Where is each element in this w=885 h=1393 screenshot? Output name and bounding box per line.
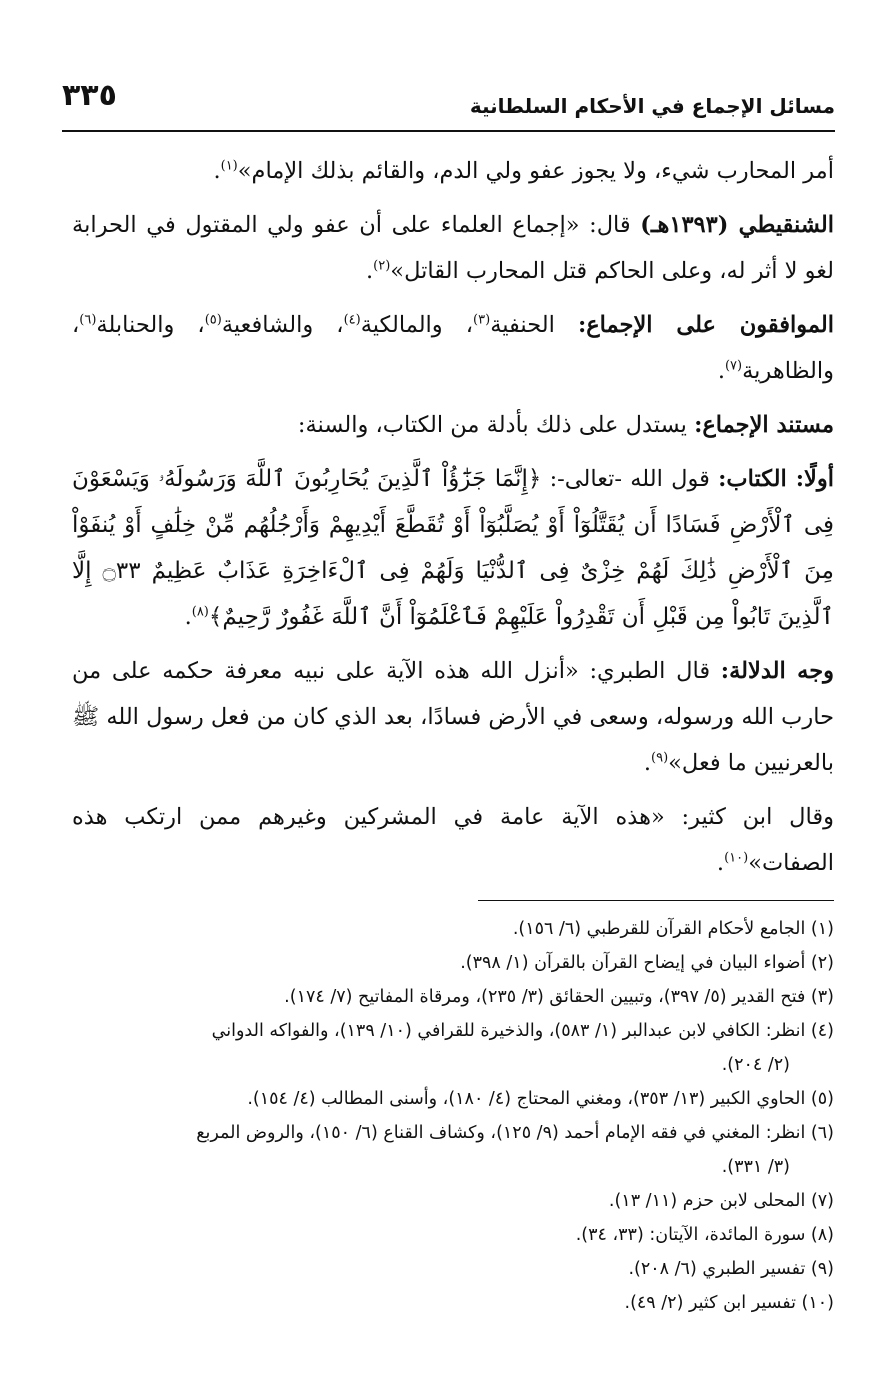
- footnote-ref-4: (٤): [343, 312, 361, 328]
- footnote-ref-10: (١٠): [724, 850, 749, 866]
- paragraph-quran: [72, 456, 834, 640]
- footnote-ref-7: (٧): [724, 358, 743, 374]
- basis-heading: مستند الإجماع:: [694, 412, 834, 438]
- evidence-heading: وجه الدلالة:: [720, 658, 834, 684]
- footnote-ref-6: (٦): [79, 312, 97, 328]
- footnotes: [68, 912, 834, 1320]
- footnote-5: (٥) الحاوي الكبير (١٣/ ٣٥٣)، ومغني المحتاج (٤/ ١٨٠)، وأسنى المطالب (٤/ ١٥٤).: [247, 1089, 834, 1109]
- basis-text: يستدل على ذلك بأدلة من الكتاب، والسنة:: [297, 412, 695, 438]
- school-hanbali: ، والحنابلة: [96, 312, 205, 338]
- paragraph-evidence: [72, 648, 834, 786]
- paragraph-basis: [72, 402, 834, 448]
- footnote-ref-2: (٢): [373, 258, 391, 274]
- school-hanafi: الحنفية: [490, 312, 578, 338]
- footnote-1: (١) الجامع لأحكام القرآن للقرطبي (٦/ ١٥٦).: [512, 919, 834, 939]
- page-header: [62, 78, 835, 132]
- footnote-ref-1: (١): [220, 158, 238, 174]
- footnote-6: (٦) انظر: المغني في فقه الإمام أحمد (٩/ ١٢٥)، وكشاف القناع (٦/ ١٥٠)، والروض المربع: [196, 1123, 834, 1143]
- quran-intro: قول الله -تعالى-:: [541, 466, 719, 492]
- paragraph-ibn-kathir: [72, 794, 834, 886]
- period: .: [643, 750, 652, 776]
- footnote-10: (١٠) تفسير ابن كثير (٢/ ٤٩).: [624, 1293, 834, 1313]
- footnote-8: (٨) سورة المائدة، الآيتان: (٣٣، ٣٤).: [575, 1225, 834, 1245]
- ibn-kathir-quote: وقال ابن كثير: «هذه الآية عامة في المشركين وغيرهم ممن ارتكب هذه الصفات»: [72, 804, 834, 876]
- period: .: [366, 258, 374, 284]
- footnote-3: (٣) فتح القدير (٥/ ٣٩٧)، وتبيين الحقائق (٣/ ٢٣٥)، ومرقاة المفاتيح (٧/ ١٧٤).: [284, 987, 834, 1007]
- period: .: [213, 158, 221, 184]
- footnote-ref-5: (٥): [204, 312, 222, 328]
- school-maliki: ، والمالكية: [360, 312, 474, 338]
- footnote-ref-3: (٣): [473, 312, 491, 328]
- shinqiti-quote: قال: «إجماع العلماء على أن عفو ولي المقتول في الحرابة لغو لا أثر له، وعلى الحاكم قتل المحارب القاتل»: [72, 212, 834, 284]
- page-number: ٣٣٥: [62, 78, 117, 113]
- school-zahiri: ، والظاهرية: [72, 312, 834, 384]
- footnote-2: (٢) أضواء البيان في إيضاح القرآن بالقرآن (١/ ٣٩٨).: [460, 953, 834, 973]
- footnote-ref-8: (٨): [191, 604, 209, 620]
- period: .: [717, 358, 725, 384]
- footnote-4: (٤) انظر: الكافي لابن عبدالبر (١/ ٥٨٣)، والذخيرة للقرافي (١٠/ ١٣٩)، والفواكه الدواني: [211, 1021, 834, 1041]
- paragraph-1-text: أمر المحارب شيء، ولا يجوز عفو ولي الدم، والقائم بذلك الإمام»: [237, 158, 834, 184]
- footnote-4-continuation: (٢/ ٢٠٤).: [721, 1055, 790, 1075]
- period: .: [716, 850, 725, 876]
- quran-verse: ﴿إِنَّمَا جَزَٰٓؤُاْ ٱلَّذِينَ يُحَارِبُونَ ٱللَّهَ وَرَسُولَهُۥ وَيَسْعَوْنَ فِى ٱلْأَرْضِ فَسَادًا أَن يُقَتَّلُوٓاْ أَوْ يُصَلَّبُوٓاْ أَوْ تُقَطَّعَ أَيْدِيهِمْ وَأَرْجُلُهُم مِّنْ خِلَٰفٍ أَوْ يُنفَوْاْ مِنَ ٱلْأَرْضِ ذَٰلِكَ لَهُمْ خِزْىٌ فِى ٱلدُّنْيَا وَلَهُمْ فِى ٱلْءَاخِرَةِ عَذَابٌ عَظِيمٌ ۝٣٣ إِلَّا ٱلَّذِينَ تَابُواْ مِن قَبْلِ أَن تَقْدِرُواْ عَلَيْهِمْ فَٱعْلَمُوٓاْ أَنَّ ٱللَّهَ غَفُورٌ رَّحِيمٌ﴾: [72, 466, 834, 630]
- agreeing-heading: الموافقون على الإجماع:: [577, 312, 835, 338]
- paragraph-1: [72, 148, 834, 194]
- quran-heading: أولًا: الكتاب:: [718, 466, 834, 492]
- footnote-7: (٧) المحلى لابن حزم (١١/ ١٣).: [608, 1191, 834, 1211]
- footnote-6-continuation: (٣/ ٣٣١).: [721, 1157, 790, 1177]
- paragraph-agreeing-schools: [72, 302, 834, 394]
- paragraph-shinqiti: [72, 202, 834, 294]
- main-text: [72, 148, 834, 894]
- period: .: [184, 604, 192, 630]
- footnote-9: (٩) تفسير الطبري (٦/ ٢٠٨).: [628, 1259, 834, 1279]
- footnote-ref-9: (٩): [651, 750, 669, 766]
- school-shafii: ، والشافعية: [221, 312, 344, 338]
- tabari-quote: قال الطبري: «أنزل الله هذه الآية على نبيه معرفة حكمه على من حارب الله ورسوله، وسعى في الأرض فسادًا، بعد الذي كان من فعل رسول الله ﷺ بالعرنيين ما فعل»: [71, 658, 834, 776]
- shinqiti-heading: الشنقيطي (١٣٩٣هـ): [640, 212, 834, 238]
- running-title: مسائل الإجماع في الأحكام السلطانية: [469, 94, 835, 118]
- footnote-separator: [478, 900, 834, 901]
